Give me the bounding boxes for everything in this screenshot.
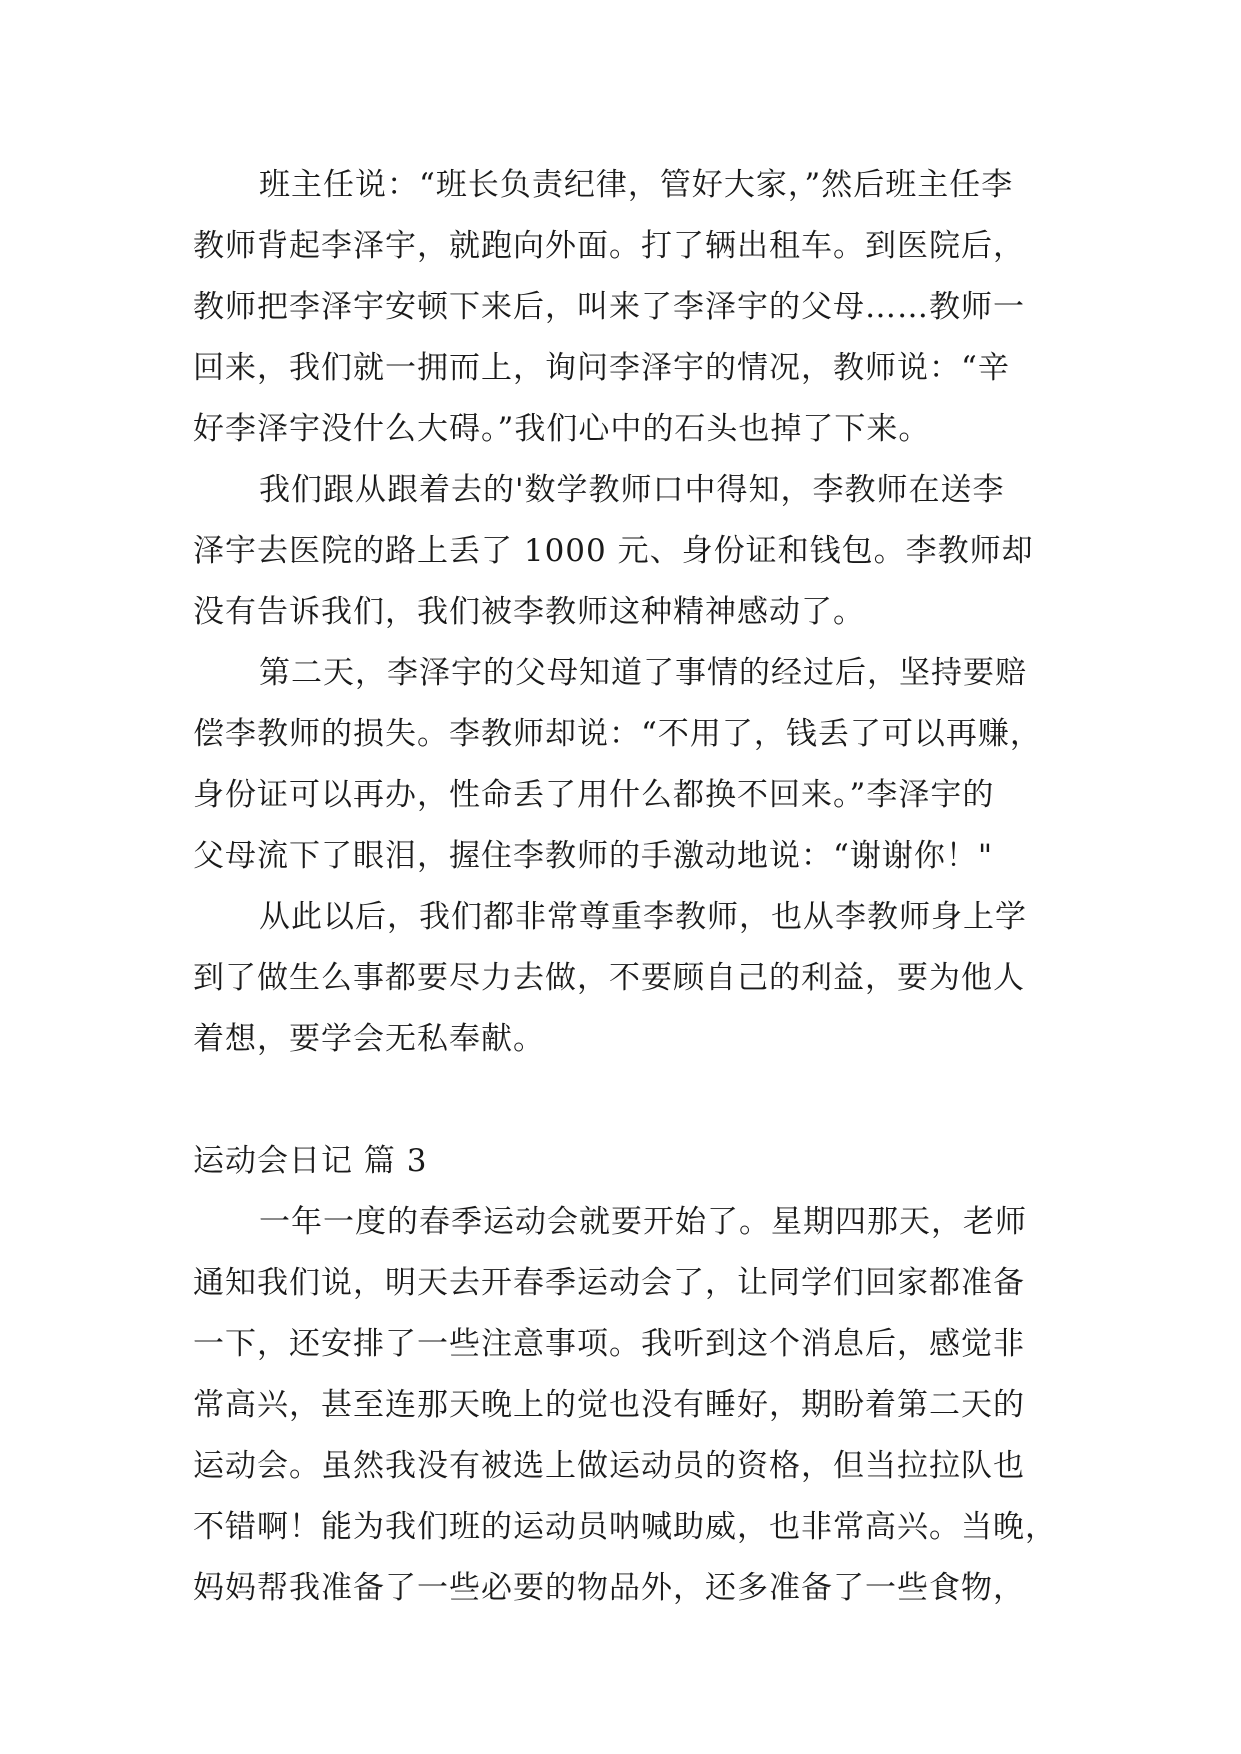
paragraph <box>193 1192 1073 1619</box>
text-line: 从此以后，我们都非常尊重李教师，也从李教师身上学 <box>259 899 1027 935</box>
text-line: 好李泽宇没什么大碍。”我们心中的石头也掉了下来。 <box>193 411 931 447</box>
text-line: 父母流下了眼泪，握住李教师的手激动地说：“谢谢你！" <box>193 838 994 874</box>
text-line: 我们跟从跟着去的'数学教师口中得知，李教师在送李 <box>259 472 1005 508</box>
text-line: 妈妈帮我准备了一些必要的物品外，还多准备了一些食物， <box>193 1570 1025 1606</box>
text-line: 身份证可以再办，性命丢了用什么都换不回来。”李泽宇的 <box>193 777 995 813</box>
text-line: 到了做生么事都要尽力去做，不要顾自己的利益，要为他人 <box>193 960 1025 996</box>
text-line: 常高兴，甚至连那天晚上的觉也没有睡好，期盼着第二天的 <box>193 1387 1025 1423</box>
blank-line <box>193 1070 1073 1131</box>
text-line: 没有告诉我们，我们被李教师这种精神感动了。 <box>193 594 865 630</box>
text-line: 班主任说：“班长负责纪律，管好大家，”然后班主任李 <box>259 167 1014 203</box>
paragraph <box>193 887 1073 1070</box>
text-line: 教师背起李泽宇，就跑向外面。打了辆出租车。到医院后， <box>193 228 1025 264</box>
text-line: 一下，还安排了一些注意事项。我听到这个消息后，感觉非 <box>193 1326 1025 1362</box>
text-line: 通知我们说，明天去开春季运动会了，让同学们回家都准备 <box>193 1265 1025 1301</box>
text-line: 运动会。虽然我没有被选上做运动员的资格，但当拉拉队也 <box>193 1448 1025 1484</box>
text-line: 偿李教师的损失。李教师却说：“不用了，钱丢了可以再赚， <box>193 716 1042 752</box>
text-line: 不错啊！能为我们班的运动员呐喊助威，也非常高兴。当晚， <box>193 1509 1057 1545</box>
paragraph <box>193 643 1073 887</box>
text-line: 一年一度的春季运动会就要开始了。星期四那天，老师 <box>259 1204 1027 1240</box>
text-line: 着想，要学会无私奉献。 <box>193 1021 545 1057</box>
text-line: 教师把李泽宇安顿下来后，叫来了李泽宇的父母……教师一 <box>193 289 1025 325</box>
paragraph <box>193 155 1073 460</box>
paragraph <box>193 460 1073 643</box>
text-line: 第二天，李泽宇的父母知道了事情的经过后，坚持要赔 <box>259 655 1027 691</box>
section-heading: 运动会日记 篇 3 <box>193 1143 428 1179</box>
document-body <box>193 155 1073 1619</box>
text-line: 泽宇去医院的路上丢了 1000 元、身份证和钱包。李教师却 <box>193 533 1034 569</box>
text-line: 回来，我们就一拥而上，询问李泽宇的情况，教师说：“辛 <box>193 350 1010 386</box>
